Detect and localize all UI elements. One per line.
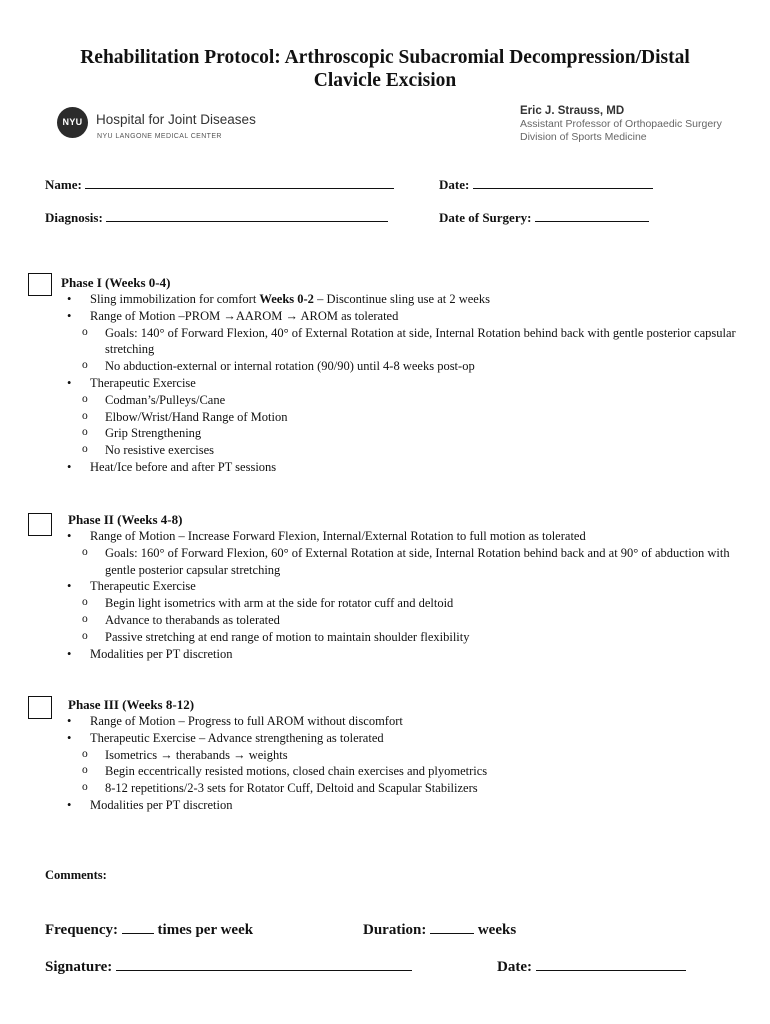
signature-label: Signature: xyxy=(45,959,113,975)
frequency-suffix: times per week xyxy=(157,922,254,938)
phase-1-title: Phase I (Weeks 0-4) xyxy=(61,275,171,290)
list-text: Goals: 140° of Forward Flexion, 40° of External Rotation at side, Internal Rotation behind back with gentle posterior capsular stretching xyxy=(105,325,736,357)
sub-list-item xyxy=(60,629,740,646)
list-item xyxy=(60,713,740,730)
sub-list-item xyxy=(60,358,741,375)
date-label: Date: xyxy=(439,177,470,192)
name-field xyxy=(45,176,394,193)
page-title xyxy=(0,46,770,92)
signature-date-label: Date: xyxy=(497,959,532,975)
doctor-division: Division of Sports Medicine xyxy=(520,131,647,143)
sub-list-item xyxy=(60,392,741,409)
diagnosis-label: Diagnosis: xyxy=(45,210,103,225)
list-text: Grip Strengthening xyxy=(105,426,202,441)
list-text: Advance to therabands as tolerated xyxy=(105,612,280,627)
list-item xyxy=(60,291,741,308)
duration-input-line[interactable] xyxy=(430,920,474,934)
list-text-bold: Weeks 0-2 xyxy=(259,292,314,306)
list-text: weights xyxy=(245,747,288,762)
sub-list-item xyxy=(60,595,740,612)
phase-2-checkbox[interactable] xyxy=(28,513,52,536)
duration-label: Duration: xyxy=(363,922,427,938)
list-item xyxy=(60,459,741,476)
hospital-name: Hospital for Joint Diseases xyxy=(96,112,256,127)
diagnosis-field xyxy=(45,209,388,226)
frequency-field xyxy=(45,920,253,939)
list-text: 8-12 repetitions/2-3 sets for Rotator Cuff, Deltoid and Scapular Stabilizers xyxy=(105,781,478,796)
list-item xyxy=(60,528,740,578)
duration-suffix: weeks xyxy=(477,922,517,938)
phase-1-section xyxy=(61,275,741,476)
list-text: Range of Motion – Increase Forward Flexion, Internal/External Rotation to full motion as tolerated xyxy=(90,529,586,543)
phase-2-title: Phase II (Weeks 4-8) xyxy=(68,512,183,527)
signature-date-field xyxy=(497,957,686,976)
comments-label: Comments: xyxy=(45,868,107,882)
frequency-input-line[interactable] xyxy=(122,920,154,934)
duration-field xyxy=(363,920,516,939)
name-label: Name: xyxy=(45,177,82,192)
sub-list-item xyxy=(60,425,741,442)
list-text: Heat/Ice before and after PT sessions xyxy=(90,459,277,474)
date-field xyxy=(439,176,653,193)
frequency-label: Frequency: xyxy=(45,922,119,938)
list-text: Range of Motion –PROM xyxy=(90,308,224,323)
list-text: Modalities per PT discretion xyxy=(90,646,233,661)
list-text: Goals: 160° of Forward Flexion, 60° of External Rotation at side, Internal Rotation behind back and at 90° of abduction with gentle posterior capsular stretching xyxy=(105,545,730,577)
list-item xyxy=(60,797,740,814)
list-text: Isometrics xyxy=(105,747,161,762)
doctor-block xyxy=(520,105,722,144)
list-text: Therapeutic Exercise xyxy=(90,375,196,390)
phase-1-checkbox[interactable] xyxy=(28,273,52,296)
diagnosis-input-line[interactable] xyxy=(106,209,388,222)
date-of-surgery-label: Date of Surgery: xyxy=(439,210,532,225)
list-item xyxy=(60,578,740,645)
name-input-line[interactable] xyxy=(85,176,394,189)
doctor-title: Assistant Professor of Orthopaedic Surgery xyxy=(520,118,722,130)
signature-input-line[interactable] xyxy=(116,957,412,971)
list-item xyxy=(60,308,741,375)
arrow-right-icon: → xyxy=(160,747,173,762)
arrow-right-icon: → xyxy=(223,308,236,323)
list-item xyxy=(60,375,741,459)
list-text: Modalities per PT discretion xyxy=(90,797,233,812)
phase-3-section xyxy=(68,697,740,814)
date-of-surgery-field xyxy=(439,209,649,226)
list-text: Passive stretching at end range of motion to maintain shoulder flexibility xyxy=(105,629,470,644)
arrow-right-icon: → xyxy=(233,747,246,762)
arrow-right-icon: → xyxy=(285,308,299,323)
signature-field xyxy=(45,957,412,976)
sub-list-item xyxy=(60,780,740,797)
list-text: Elbow/Wrist/Hand Range of Motion xyxy=(105,409,288,424)
signature-date-input-line[interactable] xyxy=(536,957,686,971)
sub-list-item xyxy=(60,409,741,426)
hospital-subtitle: NYU LANGONE MEDICAL CENTER xyxy=(97,133,222,140)
list-text: Begin eccentrically resisted motions, closed chain exercises and plyometrics xyxy=(105,764,488,779)
list-text: therabands xyxy=(172,747,234,762)
list-text: Begin light isometrics with arm at the side for rotator cuff and deltoid xyxy=(105,596,454,611)
list-text: Codman’s/Pulleys/Cane xyxy=(105,392,226,407)
phase-3-title: Phase III (Weeks 8-12) xyxy=(68,697,195,712)
sub-list-item xyxy=(60,325,741,359)
list-text: AROM as tolerated xyxy=(298,308,399,323)
title-line-2: Clavicle Excision xyxy=(313,70,457,91)
date-input-line[interactable] xyxy=(473,176,653,189)
list-text: Therapeutic Exercise – Advance strengthening as tolerated xyxy=(90,730,384,745)
sub-list-item xyxy=(60,763,740,780)
list-text: Sling immobilization for comfort xyxy=(90,292,260,306)
sub-list-item xyxy=(60,747,740,764)
sub-list-item xyxy=(60,612,740,629)
list-text: Therapeutic Exercise xyxy=(90,579,196,594)
list-item xyxy=(60,730,740,797)
phase-3-checkbox[interactable] xyxy=(28,696,52,719)
sub-list-item xyxy=(60,442,741,459)
phase-2-section xyxy=(68,512,740,662)
list-text: Range of Motion – Progress to full AROM without discomfort xyxy=(90,714,403,728)
sub-list-item xyxy=(60,545,740,579)
date-of-surgery-input-line[interactable] xyxy=(535,209,649,222)
list-text: No abduction-external or internal rotation (90/90) until 4-8 weeks post-op xyxy=(105,359,475,374)
list-text: No resistive exercises xyxy=(105,443,214,458)
doctor-name: Eric J. Strauss, MD xyxy=(520,105,625,117)
title-line-1: Rehabilitation Protocol: Arthroscopic Subacromial Decompression/Distal xyxy=(80,47,690,68)
list-item xyxy=(60,646,740,663)
list-text: – Discontinue sling use at 2 weeks xyxy=(313,292,490,306)
list-text: AAROM xyxy=(235,308,286,323)
nyu-logo-badge: NYU xyxy=(57,107,88,138)
